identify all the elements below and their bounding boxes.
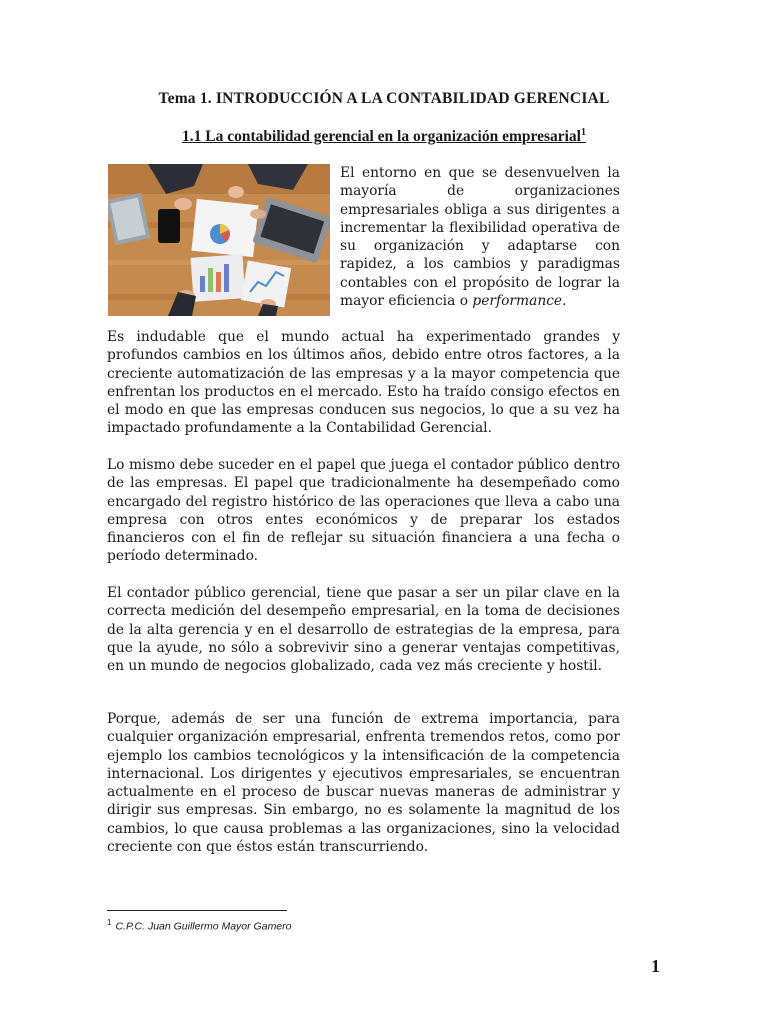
body-paragraph: Lo mismo debe suceder en el papel que juega el contador público dentro de las empresas. El papel que tradicionalmente ha desempeñado como encargado del registro histórico de las operaciones que lleva a cabo una empresa con otros entes económicos y de preparar los estados financieros con el fin de reflejar su situación financiera a una fecha o período determinado. [107,457,620,565]
section-heading [100,127,668,146]
intro-text-end: . [562,293,567,310]
body-paragraph: El contador público gerencial, tiene que pasar a ser un pilar clave en la correcta medición del desempeño empresarial, en la toma de decisiones de la alta gerencia y en el desarrollo de estrategias de la empresa, para que la ayude, no sólo a sobrevivir sino a generar ventajas competitivas, en un mundo de negocios globalizado, cada vez más creciente y hostil. [107,585,620,675]
footnote [107,918,292,933]
photo-illustration [108,164,330,316]
footnote-number: 1 [107,918,112,927]
business-meeting-photo [108,164,330,316]
body-paragraph: Es indudable que el mundo actual ha experimentado grandes y profundos cambios en los últimos años, debido entre otros factores, a la creciente automatización de las empresas y a la mayor competencia que enfrentan los productos en el mercado. Esto ha traído consigo efectos en el modo en que las empresas conducen sus negocios, lo que a su vez ha impactado profundamente a la Contabilidad Gerencial. [107,329,620,437]
intro-paragraph [340,164,620,310]
footnote-divider [107,910,287,911]
intro-text: El entorno en que se desenvuelven la mayoría de organizaciones empresariales obliga a sus dirigentes a incrementar la flexibilidad operativa de su organización y adaptarse con rapidez, a los cambios y paradigmas contables con el propósito de lograr la mayor eficiencia o [340,165,620,310]
intro-emphasis: performance [472,293,563,310]
footnote-reference: 1 [580,127,586,138]
footnote-text: C.P.C. Juan Guillermo Mayor Gamero [115,920,292,933]
document-title: Tema 1. INTRODUCCIÓN A LA CONTABILIDAD GERENCIAL [158,90,610,107]
body-paragraph: Porque, además de ser una función de extrema importancia, para cualquier organización empresarial, enfrenta tremendos retos, como por ejemplo los cambios tecnológicos y la intensificación de la competencia internacional. Los dirigentes y ejecutivos empresariales, se encuentran actualmente en el proceso de buscar nuevas maneras de administrar y dirigir sus empresas. Sin embargo, no es solamente la magnitud de los cambios, lo que causa problemas a las organizaciones, sino la velocidad creciente con que éstos están transcurriendo. [107,711,620,856]
page-number: 1 [651,956,660,976]
section-heading-text: 1.1 La contabilidad gerencial en la organización empresarial [182,128,581,146]
